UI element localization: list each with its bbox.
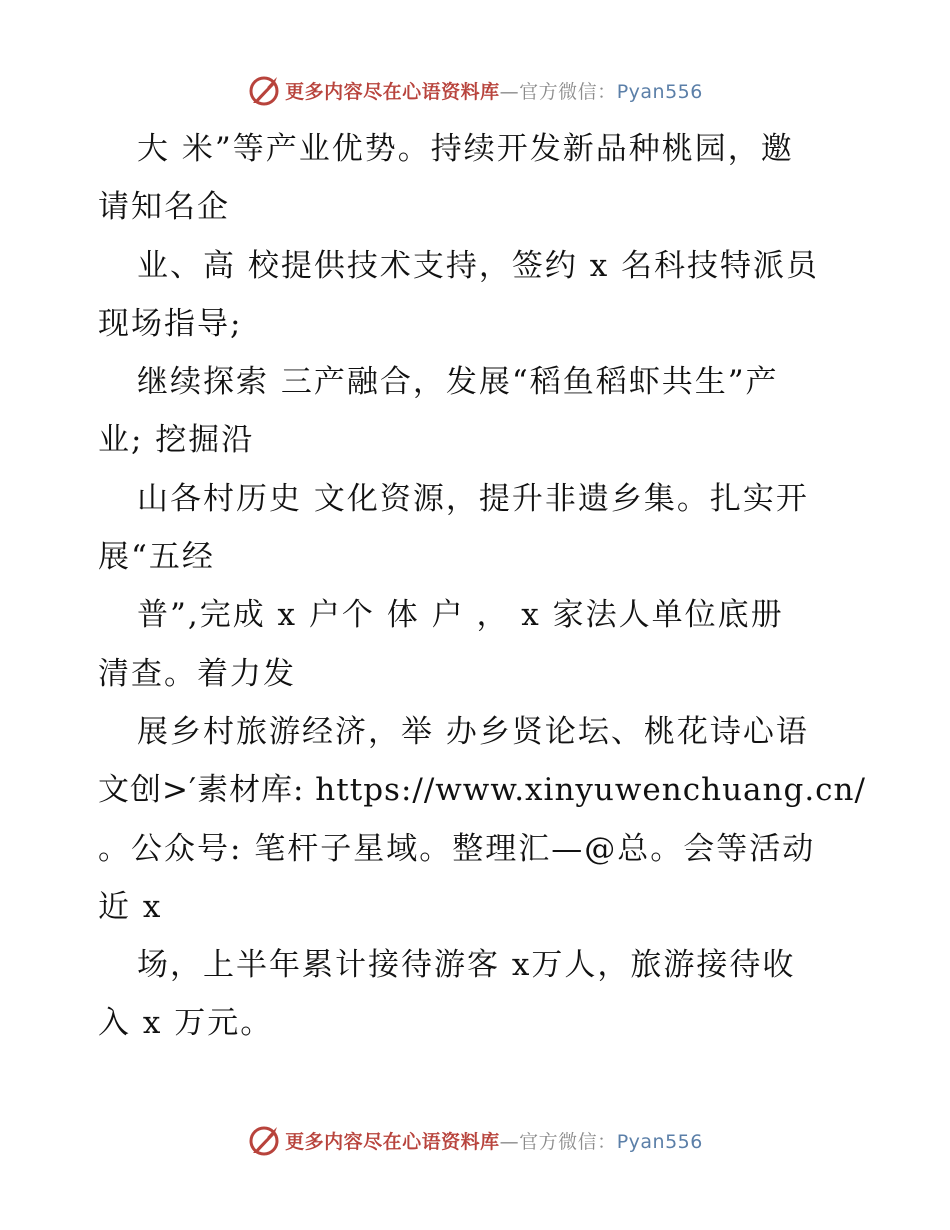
header-site-name: 更多内容尽在心语资料库 <box>285 80 500 103</box>
header-banner <box>0 70 950 110</box>
body-line-3: 业、高 校提供技术支持，签约 x 名科技特派员 <box>137 247 820 284</box>
body-line-9: 普”,完成 x 户个 体 户 ， x 家法人单位底册 <box>137 597 784 634</box>
body-line-5: 继续探索 三产融合，发展“稻鱼稻虾共生”产 <box>137 364 779 401</box>
body-line-6: 业; 挖掘沿 <box>98 422 255 459</box>
footer-dash: — <box>499 1130 520 1153</box>
body-line-2: 请知名企 <box>98 189 230 226</box>
body-line-12: 文创>′素材库: https://www.xinyuwenchuang.cn/ <box>98 772 866 809</box>
footer-banner <box>0 1120 950 1160</box>
body-line-10: 清查。着力发 <box>98 655 296 692</box>
body-line-13: 。公众号: 笔杆子星域。整理汇—@总。会等活动 <box>98 830 816 867</box>
body-line-16: 入 x 万元。 <box>98 1005 274 1042</box>
body-line-4: 现场指导; <box>98 305 243 342</box>
document-body <box>98 120 866 1053</box>
header-dash: — <box>499 80 520 103</box>
footer-wechat-label: 官方微信： <box>519 1130 617 1153</box>
footer-site-name: 更多内容尽在心语资料库 <box>285 1130 500 1153</box>
footer-wechat-id: Pyan556 <box>616 1130 703 1153</box>
body-line-11: 展乡村旅游经济，举 办乡贤论坛、桃花诗心语 <box>137 713 809 750</box>
body-line-15: 场，上半年累计接待游客 x万人，旅游接待收 <box>137 947 796 984</box>
body-line-7: 山各村历史 文化资源，提升非遗乡集。扎实开 <box>137 480 809 517</box>
header-wechat-label: 官方微信： <box>519 80 617 103</box>
body-line-1: 大 米”等产业优势。持续开发新品种桃园，邀 <box>137 131 794 167</box>
body-line-14: 近 x <box>98 888 163 925</box>
quill-logo-icon <box>247 73 281 107</box>
body-line-8: 展“五经 <box>98 539 215 576</box>
header-wechat-id: Pyan556 <box>616 80 703 103</box>
quill-logo-icon <box>247 1123 281 1157</box>
